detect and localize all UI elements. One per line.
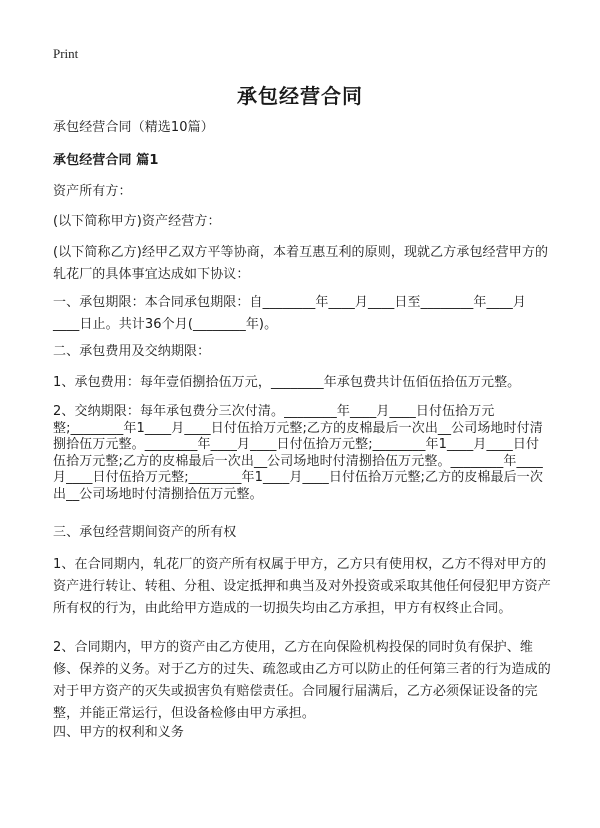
print-link[interactable]: Print (53, 46, 79, 61)
paragraph-7: 2、交纳期限：每年承包费分三次付清。________年____月____日付伍拾万元整;________年1____月____日付伍拾万元整;乙方的皮棉最后一次出__公司场地时付清捌拾伍万元整。________年____月____日付伍拾万元整;________年1____月____日付伍拾万元整;乙方的皮棉最后一次出__公司场地时付清捌拾伍万元整。________年____月____日付伍拾万元整;________年1____月____日付伍拾万元整;乙方的皮棉最后一次出__公司场地时付清捌拾伍万元整。 (53, 404, 543, 502)
paragraph-9: 1、在合同期内，轧花厂的资产所有权属于甲方，乙方只有使用权，乙方不得对甲方的资产进行转让、转租、分租、设定抵押和典当及对外投资或采取其他任何侵犯甲方资产所有权的行为，由此给甲方造成的一切损失均由乙方承担，甲方有权终止合同。 (53, 557, 551, 616)
document-title: 承包经营合同 (237, 84, 363, 108)
paragraph-6: 1、承包费用：每年壹佰捌拾伍万元，________年承包费共计伍佰伍拾伍万元整。 (53, 375, 521, 390)
paragraph-8: 三、承包经营期间资产的所有权 (53, 525, 237, 540)
section-heading: 承包经营合同 篇1 (53, 153, 159, 168)
paragraph-10: 2、合同期内，甲方的资产由乙方使用，乙方在向保险机构投保的同时负有保护、维修、保养的义务。对于乙方的过失、疏忽或由乙方可以防止的任何第三者的行为造成的对于甲方资产的灭失或损害负有赔偿责任。合同履行届满后，乙方必须保证设备的完整，并能正常运行，但设备检修由甲方承担。 (53, 640, 551, 721)
intro-line: 承包经营合同（精选10篇） (53, 120, 214, 135)
paragraph-3: (以下简称乙方)经甲乙双方平等协商，本着互惠互利的原则，现就乙方承包经营甲方的轧花厂的具体事宜达成如下协议： (53, 245, 549, 282)
paragraph-11: 四、甲方的权利和义务 (53, 725, 185, 740)
paragraph-2: (以下简称甲方)资产经营方： (53, 214, 221, 229)
paragraph-1: 资产所有方： (53, 184, 132, 199)
paragraph-5: 二、承包费用及交纳期限： (53, 344, 211, 359)
paragraph-4: 一、承包期限：本合同承包期限：自________年____月____日至________年____月____日止。共计36个月(________年)。 (53, 295, 526, 332)
